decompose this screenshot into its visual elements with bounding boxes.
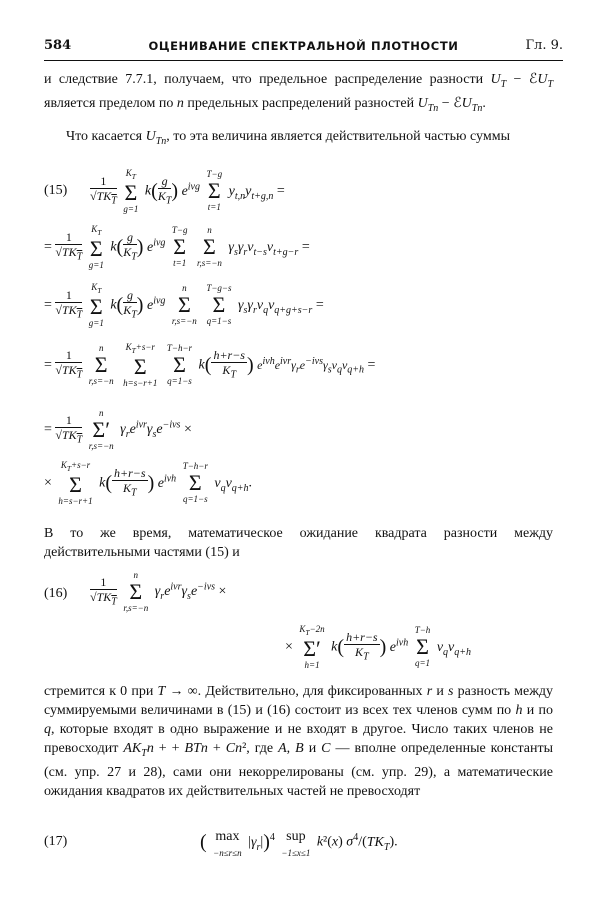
- chapter-label: Гл. 9.: [525, 38, 563, 53]
- running-title: ОЦЕНИВАНИЕ СПЕКТРАЛЬНОЙ ПЛОТНОСТИ: [148, 39, 459, 53]
- eq15-line-6: × $K_T+s-r$ Σ h=s−r+1 k( $\frac{h+r-s}{K_T}$ ) $e^{i\nu h}$ T−h−r Σ q=1−s $v_qv_{q+h}$.: [44, 460, 253, 506]
- paragraph-3-text: В то же время, математическое ожидание квадрата разности между действительными частями (15) и: [44, 526, 553, 560]
- eq15-label: (15): [44, 183, 68, 198]
- eq17-label: (17): [44, 834, 68, 849]
- eq16-line-2: × $K_T-2n$ Σ′ h=1 k( $\frac{h+r-s}{K_T}$ ) $e^{i\nu h}$ T−h Σ q=1 $v_qv_{q+h}$: [285, 624, 471, 670]
- eq15-line-2: = $\frac{1}{√TK_T}$ $K_T$ Σ g=1 k( $\frac{g}{K_T}$ ) $e^{i\nu g}$ T−g Σ t=1 n Σ r,s=−n $\gamma_s\gamma_rv_{t-s}v_{t+g-r}$ =: [44, 224, 310, 270]
- eq15-line-4: = $\frac{1}{√TK_T}$ n Σ r,s=−n $K_T+s-r$ Σ h=s−r+1 T−h−r Σ q=1−s k( $\frac{h+r-s}{K_T}$ ) $e^{i\nu h}e^{i\nu r}\gamma_re^{-i\nu s}\gamma_sv_qv_{q+h}$ =: [44, 342, 376, 388]
- header-rule: [44, 60, 563, 61]
- eq15-line-1: $\frac{1}{√TK_T}$ $K_T$ Σ g=1 k( $\frac{g}{K_T}$ ) $e^{i\nu g}$ T−g Σ t=1 $y_{t,n}y_{t+g,n}$ =: [90, 168, 285, 214]
- eq16-label: (16): [44, 586, 68, 601]
- eq17: ( max −n≤r≤n $|\gamma_r|)^4$ sup −1≤x≤1 k²(x) $\sigma^4/(TK_T)$.: [200, 829, 398, 858]
- page-number: 584: [44, 38, 72, 53]
- paragraph-4: стремится к 0 при T → ∞. Действительно, для фиксированных r и s разность между суммируемыми величинами в (15) и (16) состоит из всех тех членов сумм по h и по q, которые входят в одно выражение и не входят в другое. Число таких членов не превосходит $AK_Tn$ + + BTn + Cn², где A, B и C — вполне определенные константы (см. упр. 27 и 28), сами они некоррелированы (см. упр. 29), а математические ожидания квадратов их действительных частей не превосходят: [44, 684, 554, 799]
- eq16-line-1: $\frac{1}{√TK_T}$ n Σ r,s=−n $\gamma_re^{i\nu r}\gamma_se^{-i\nu s}$ ×: [90, 570, 227, 613]
- page-header: [44, 38, 563, 58]
- eq15-line-5: = $\frac{1}{√TK_T}$ n Σ′ r,s=−n $\gamma_re^{i\nu r}\gamma_se^{-i\nu s}$ ×: [44, 408, 192, 451]
- paragraph-1: и следствие 7.7.1, получаем, что предельное распределение разности $U_T$ − ℰU$_T$ является пределом по n предельных распределений разностей $U_{Tn}$ − ℰU$_{Tn}$.: [44, 72, 553, 114]
- paragraph-3: [44, 524, 553, 562]
- eq15-line-3: = $\frac{1}{√TK_T}$ $K_T$ Σ g=1 k( $\frac{g}{K_T}$ ) $e^{i\nu g}$ n Σ r,s=−n T−g−s Σ q=1−s $\gamma_s\gamma_rv_qv_{q+g+s-r}$ =: [44, 282, 324, 328]
- paragraph-2: Что касается $U_{Tn}$, то эта величина является действительной частью суммы: [66, 129, 510, 147]
